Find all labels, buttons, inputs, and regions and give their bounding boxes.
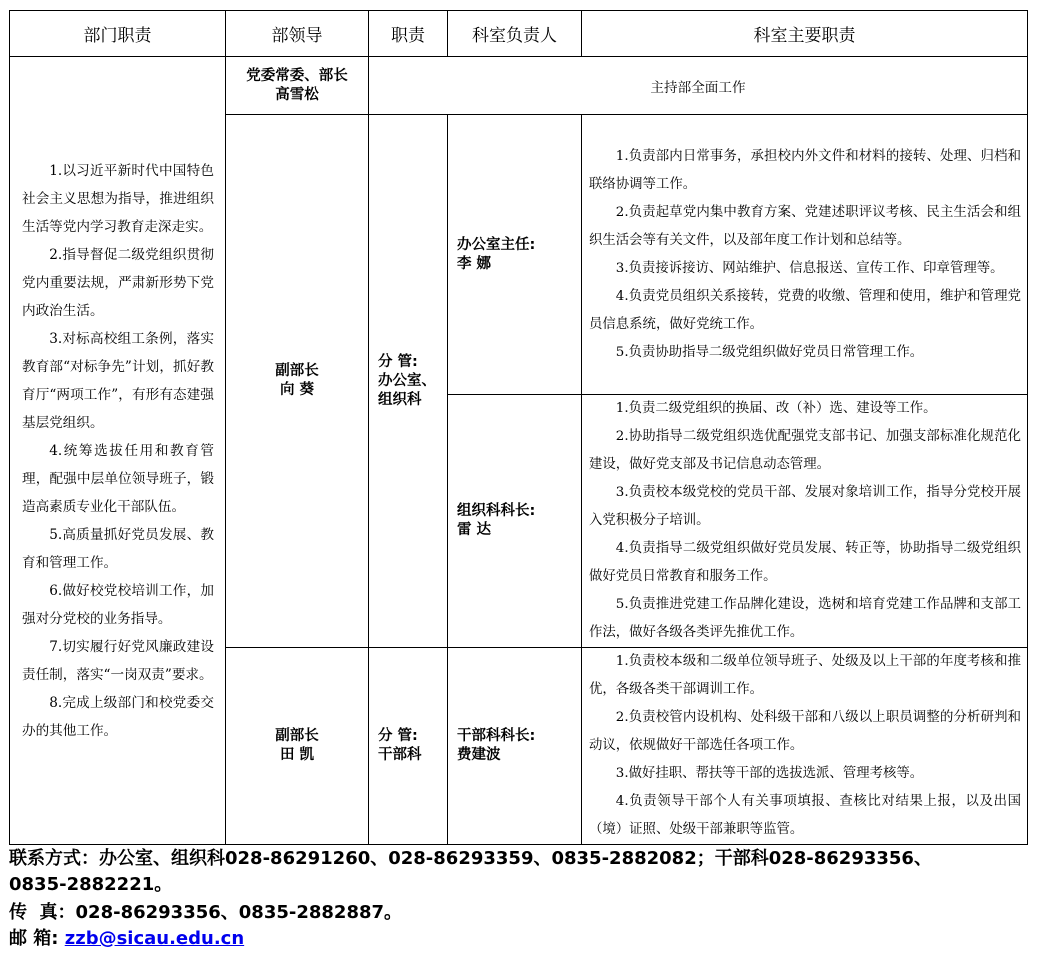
header-office-duty: 科室主要职责 xyxy=(582,11,1028,57)
dept-duty-1: 1.以习近平新时代中国特色社会主义思想为指导，推进组织生活等党内学习教育走深走实。 xyxy=(22,162,214,235)
header-leader: 部领导 xyxy=(226,11,369,57)
head-leader-name: 高雪松 xyxy=(275,86,319,103)
deputy2-duty-line2: 干部科 xyxy=(378,747,422,763)
office-duty-3: 3.负责接诉接访、网站维护、信息报送、宣传工作、印章管理等。 xyxy=(615,260,1004,276)
head-leader-cell xyxy=(226,57,369,115)
dept-duty-3: 3.对标高校组工条例，落实教育部“对标争先”计划，抓好教育厅“两项工作”，有形有态建强基层党组织。 xyxy=(22,330,214,431)
org-head-title: 组织科科长: xyxy=(457,503,536,519)
email-label: 邮 箱: xyxy=(9,928,65,949)
office-duty-4: 4.负责党员组织关系接转，党费的收缴、管理和使用，维护和管理党员信息系统，做好党统工作。 xyxy=(589,288,1021,332)
deputy1-title: 副部长 xyxy=(275,363,319,379)
cadre-duty-1: 1.负责校本级和二级单位领导班子、处级及以上干部的年度考核和推优，各级各类干部调训工作。 xyxy=(589,654,1021,697)
deputy2-cell xyxy=(226,648,369,845)
email-link[interactable]: zzb@sicau.edu.cn xyxy=(64,928,245,949)
org-duty-4: 4.负责指导二级党组织做好党员发展、转正等，协助指导二级党组织做好党员日常教育和服务工作。 xyxy=(589,541,1021,584)
contact-info xyxy=(9,846,1034,898)
office-duty-2: 2.负责起草党内集中教育方案、党建述职评议考核、民主生活会和组织生活会等有关文件，以及部年度工作计划和总结等。 xyxy=(589,204,1021,248)
cadre-head-cell xyxy=(448,648,582,845)
dept-duty-6: 6.做好校党校培训工作，加强对分党校的业务指导。 xyxy=(22,582,214,627)
header-office-head: 科室负责人 xyxy=(448,11,582,57)
dept-duty-2: 2.指导督促二级党组织贯彻党内重要法规，严肃新形势下党内政治生活。 xyxy=(22,246,214,319)
fax-line: 传 真：028-86293356、0835-2882887。 xyxy=(9,902,403,923)
dept-duty-7: 7.切实履行好党风廉政建设责任制，落实“一岗双责”要求。 xyxy=(22,638,214,683)
office-duties-cell xyxy=(582,115,1028,395)
office-head-name: 李 娜 xyxy=(457,255,492,272)
org-duty-3: 3.负责校本级党校的党员干部、发展对象培训工作，指导分党校开展入党积极分子培训。 xyxy=(589,485,1021,528)
deputy1-cell xyxy=(226,115,369,648)
org-duties-cell xyxy=(582,395,1028,648)
dept-duty-5: 5.高质量抓好党员发展、教育和管理工作。 xyxy=(22,526,214,571)
org-duty-2: 2.协助指导二级党组织选优配强党支部书记、加强支部标准化规范化建设，做好党支部及书记信息动态管理。 xyxy=(589,429,1021,472)
deputy2-duty-cell xyxy=(369,648,448,845)
contact-line-1: 联系方式：办公室、组织科028-86291260、028-86293359、0835-2882082；干部科028-86293356、 xyxy=(9,848,932,869)
deputy1-duty-cell xyxy=(369,115,448,648)
dept-duty-8: 8.完成上级部门和校党委交办的其他工作。 xyxy=(22,694,214,739)
deputy1-duty-line1: 分 管: xyxy=(378,353,418,370)
org-head-cell xyxy=(448,395,582,648)
cadre-duty-2: 2.负责校管内设机构、处科级干部和八级以上职员调整的分析研判和动议，依规做好干部选任各项工作。 xyxy=(589,710,1021,753)
org-duty-5: 5.负责推进党建工作品牌化建设，选树和培育党建工作品牌和支部工作法，做好各级各类评先推优工作。 xyxy=(589,597,1021,640)
office-head-title: 办公室主任: xyxy=(457,236,536,253)
header-duty: 职责 xyxy=(369,11,448,57)
contact-line-2: 0835-2882221。 xyxy=(9,874,173,895)
cadre-head-name: 费建波 xyxy=(457,747,501,763)
dept-duties-cell xyxy=(10,57,226,845)
office-duty-5: 5.负责协助指导二级党组织做好党员日常管理工作。 xyxy=(615,344,924,360)
header-dept-duty: 部门职责 xyxy=(10,11,226,57)
cadre-head-title: 干部科科长: xyxy=(457,728,536,744)
deputy1-duty-line2: 办公室、 xyxy=(378,372,436,389)
cadre-duty-4: 4.负责领导干部个人有关事项填报、查核比对结果上报，以及出国（境）证照、处级干部兼职等监管。 xyxy=(589,794,1021,837)
head-leader-title: 党委常委、部长 xyxy=(246,67,348,84)
duty-table xyxy=(9,10,1028,845)
deputy1-name: 向 葵 xyxy=(279,382,315,398)
head-leader-row xyxy=(10,57,1028,115)
head-leader-duty: 主持部全面工作 xyxy=(369,57,1028,115)
office-duty-1: 1.负责部内日常事务，承担校内外文件和材料的接转、处理、归档和联络协调等工作。 xyxy=(589,148,1021,192)
deputy2-duty-line1: 分 管: xyxy=(378,728,418,744)
deputy2-title: 副部长 xyxy=(275,728,319,744)
office-head-cell xyxy=(448,115,582,395)
dept-duty-4: 4.统筹选拔任用和教育管理，配强中层单位领导班子，锻造高素质专业化干部队伍。 xyxy=(22,442,214,515)
cadre-duty-3: 3.做好挂职、帮扶等干部的选拔选派、管理考核等。 xyxy=(615,766,924,781)
deputy1-duty-line3: 组织科 xyxy=(378,391,422,408)
email-line xyxy=(9,926,1034,952)
cadre-duties-cell xyxy=(582,648,1028,845)
deputy2-name: 田 凯 xyxy=(279,747,315,763)
org-duty-1: 1.负责二级党组织的换届、改（补）选、建设等工作。 xyxy=(615,401,937,416)
header-row xyxy=(10,11,1028,57)
org-head-name: 雷 达 xyxy=(457,522,492,538)
